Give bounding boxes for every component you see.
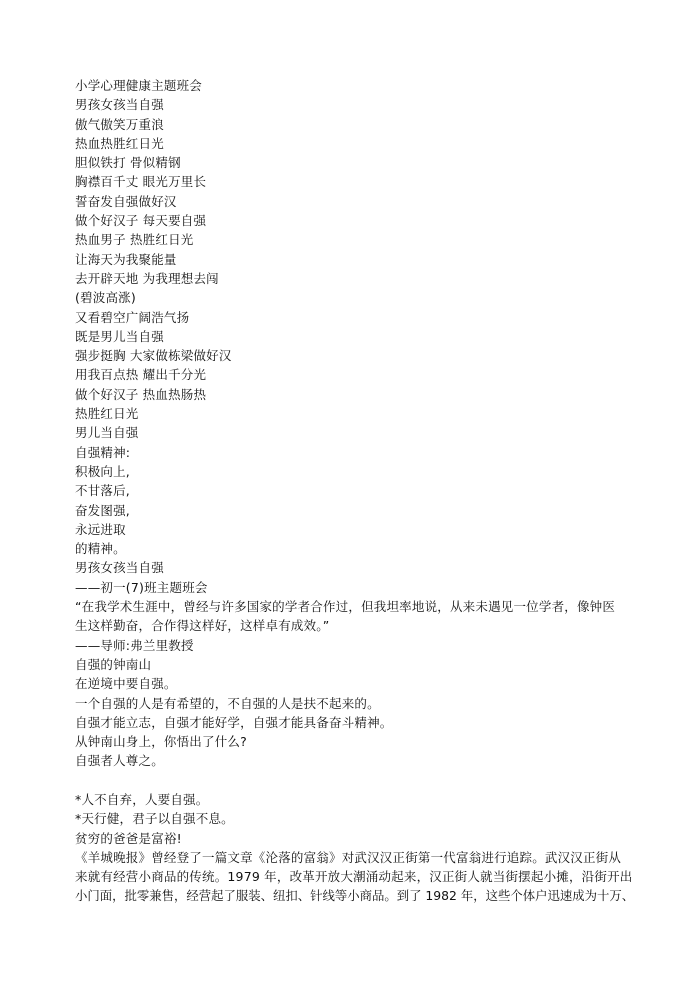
lyric-line: 胸襟百千丈 眼光万里长 [75, 174, 207, 190]
section-heading: 男孩女孩当自强 [75, 560, 164, 576]
paragraph-line: 小门面，批零兼售，经营起了服装、纽扣、针线等小商品。到了 1982 年，这些个体户迅速成为十万、 [75, 888, 635, 904]
lyric-line: 誓奋发自强做好汉 [75, 193, 177, 209]
proverb-line: *人不自弃，人要自强。 [75, 791, 209, 807]
text-line: 奋发图强, [75, 502, 130, 518]
text-line: 自强才能立志，自强才能好学，自强才能具备奋斗精神。 [75, 714, 393, 730]
lyric-line: 男儿当自强 [75, 425, 139, 441]
text-line: 不甘落后, [75, 483, 130, 499]
text-line: 积极向上, [75, 463, 130, 479]
lyric-line: (碧波高涨) [75, 290, 136, 306]
text-line: 在逆境中要自强。 [75, 676, 177, 692]
proverb-line: *天行健，君子以自强不息。 [75, 811, 234, 827]
lyric-line: 做个好汉子 每天要自强 [75, 213, 207, 229]
lyric-line: 让海天为我聚能量 [75, 251, 177, 267]
text-line: 的精神。 [75, 541, 126, 557]
text-line: 永远进取 [75, 521, 126, 537]
lyric-line: 热胜红日光 [75, 406, 139, 422]
section-heading: 自强精神: [75, 444, 131, 460]
lyric-line: 既是男儿当自强 [75, 328, 164, 344]
text-line: 自强者人尊之。 [75, 753, 164, 769]
lyric-line: 胆似铁打 骨似精钢 [75, 155, 181, 171]
paragraph-line: 《羊城晚报》曾经登了一篇文章《沦落的富翁》对武汉汉正街第一代富翁进行追踪。武汉汉正街从 [75, 849, 622, 865]
lyric-line: 热血男子 热胜红日光 [75, 232, 194, 248]
lyric-line: 热血热胜红日光 [75, 135, 164, 151]
song-title: 男孩女孩当自强 [75, 97, 164, 113]
class-meeting-label: ——初一(7)班主题班会 [75, 579, 208, 595]
lyric-line: 用我百点热 耀出千分光 [75, 367, 207, 383]
lyric-line: 做个好汉子 热血热肠热 [75, 386, 207, 402]
text-line: 从钟南山身上，你悟出了什么? [75, 734, 247, 750]
blank-line [75, 771, 635, 790]
text-line: 一个自强的人是有希望的，不自强的人是扶不起来的。 [75, 695, 380, 711]
lyric-line: 去开辟天地 为我理想去闯 [75, 270, 219, 286]
paragraph-line: 来就有经营小商品的传统。1979 年，改革开放大潮涌动起来，汉正街人就当街摆起小摊，沿街开出 [75, 869, 633, 885]
quote-line: 生这样勤奋，合作得这样好，这样卓有成效。” [75, 618, 330, 634]
section-heading: 贫穷的爸爸是富裕! [75, 830, 182, 846]
lyric-line: 傲气傲笑万重浪 [75, 116, 164, 132]
lyric-line: 强步挺胸 大家做栋梁做好汉 [75, 348, 232, 364]
lyric-line: 又看碧空广阔浩气扬 [75, 309, 190, 325]
document-page [75, 76, 635, 906]
quote-line: “在我学术生涯中，曾经与许多国家的学者合作过，但我坦率地说，从来未遇见一位学者，像钟医 [75, 599, 616, 615]
section-heading: 自强的钟南山 [75, 656, 152, 672]
quote-attribution: ——导师:弗兰里教授 [75, 637, 194, 653]
doc-title: 小学心理健康主题班会 [75, 78, 203, 93]
